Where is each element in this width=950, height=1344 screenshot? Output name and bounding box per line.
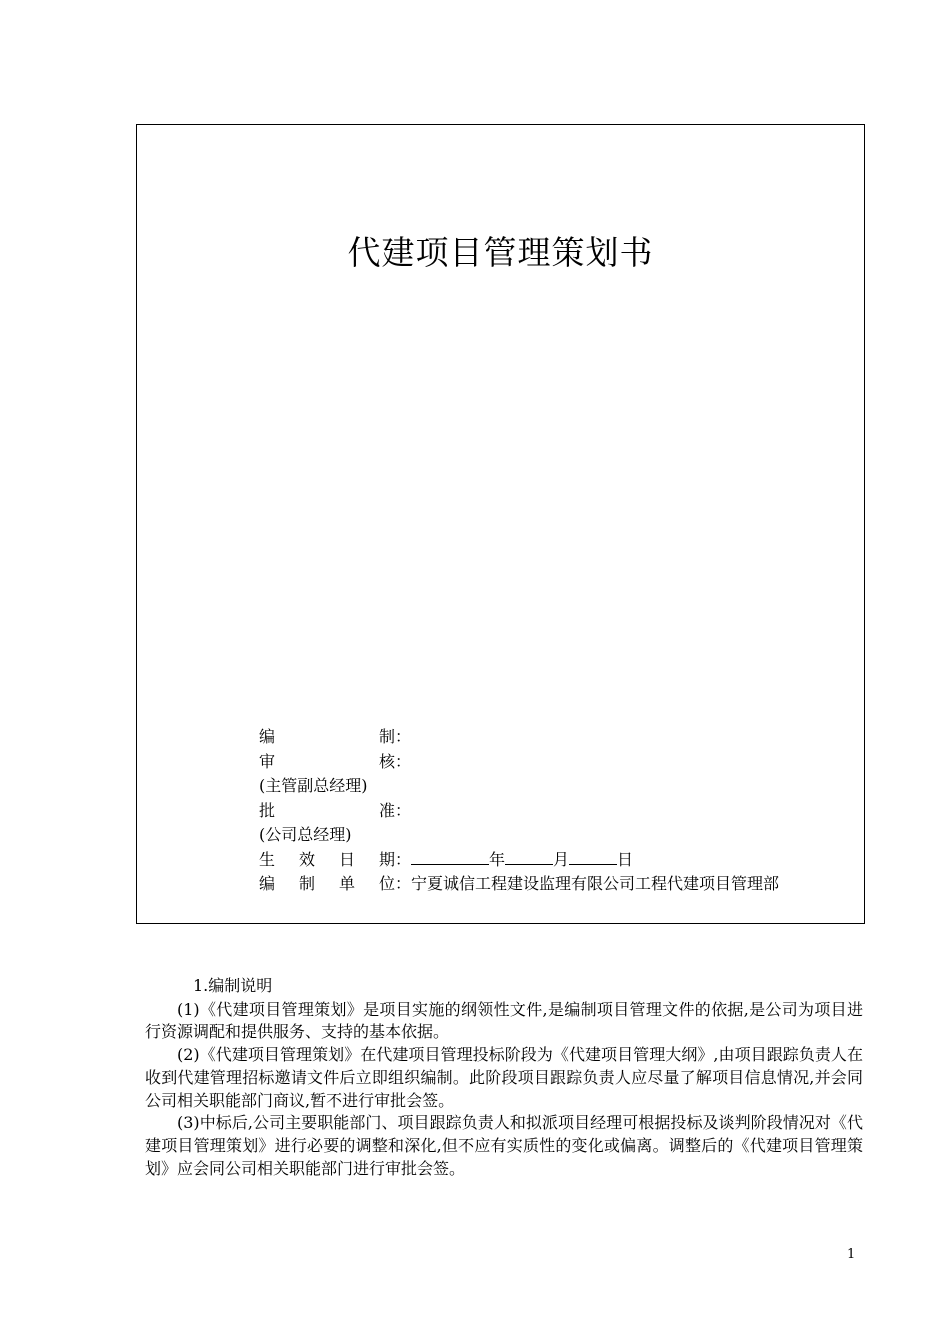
section-heading: 1.编制说明 <box>193 976 273 995</box>
day-label: 日 <box>617 849 634 869</box>
label-char: 位 <box>378 874 395 893</box>
label-char: 日 <box>338 849 355 869</box>
compiling-unit-row <box>259 872 779 897</box>
label-char: 批 <box>259 800 276 820</box>
paragraph: (3)中标后,公司主要职能部门、项目跟踪负责人和拟派项目经理可根据投标及谈判阶段情况对《代建项目管理策划》进行必要的调整和深化,但不应有实质性的变化或偏离。调整后的《代建项目管理策划》应会同公司相关职能部门进行审批会签。 <box>145 1113 863 1178</box>
effective-date-row <box>259 848 779 873</box>
label-char: 审 <box>259 751 276 771</box>
reviewer-row <box>259 750 779 775</box>
label-colon: ： <box>395 849 412 869</box>
page-number: 1 <box>847 1247 856 1262</box>
month-label: 月 <box>553 849 570 869</box>
approver-note: (公司总经理) <box>259 825 352 844</box>
year-blank <box>411 849 489 865</box>
cover-frame <box>136 124 865 924</box>
label-char: 制 <box>298 874 315 893</box>
compiling-unit-value: 宁夏诚信工程建设监理有限公司工程代建项目管理部 <box>411 874 780 893</box>
label-char: 期 <box>378 849 395 869</box>
compiler-row <box>259 725 779 750</box>
label-char: 效 <box>298 849 315 869</box>
paragraph: (1)《代建项目管理策划》是项目实施的纲领性文件,是编制项目管理文件的依据,是公司为项目进行资源调配和提供服务、支持的基本依据。 <box>145 999 863 1042</box>
label-colon: ： <box>395 874 412 893</box>
paragraph: (2)《代建项目管理策划》在代建项目管理投标阶段为《代建项目管理大纲》,由项目跟踪负责人在收到代建管理招标邀请文件后立即组织编制。此阶段项目跟踪负责人应尽量了解项目信息情况,并会同公司相关职能部门商议,暂不进行审批会签。 <box>145 1045 863 1110</box>
label-colon: ： <box>395 800 412 820</box>
label-char: 单 <box>338 874 355 893</box>
year-label: 年 <box>489 849 506 869</box>
approver-row <box>259 799 779 824</box>
reviewer-note: (主管副总经理) <box>259 776 368 795</box>
label-char: 编 <box>259 727 276 746</box>
label-char: 准 <box>378 800 395 820</box>
day-blank <box>569 849 617 865</box>
month-blank <box>505 849 553 865</box>
label-char: 核 <box>378 751 395 771</box>
label-char: 制 <box>378 727 395 746</box>
label-colon: ： <box>395 751 412 771</box>
label-colon: ： <box>395 727 412 746</box>
label-char: 生 <box>259 849 276 869</box>
label-char: 编 <box>259 874 276 893</box>
signature-block <box>259 725 779 897</box>
document-title: 代建项目管理策划书 <box>347 233 654 272</box>
compilation-notes-section <box>145 975 863 1180</box>
